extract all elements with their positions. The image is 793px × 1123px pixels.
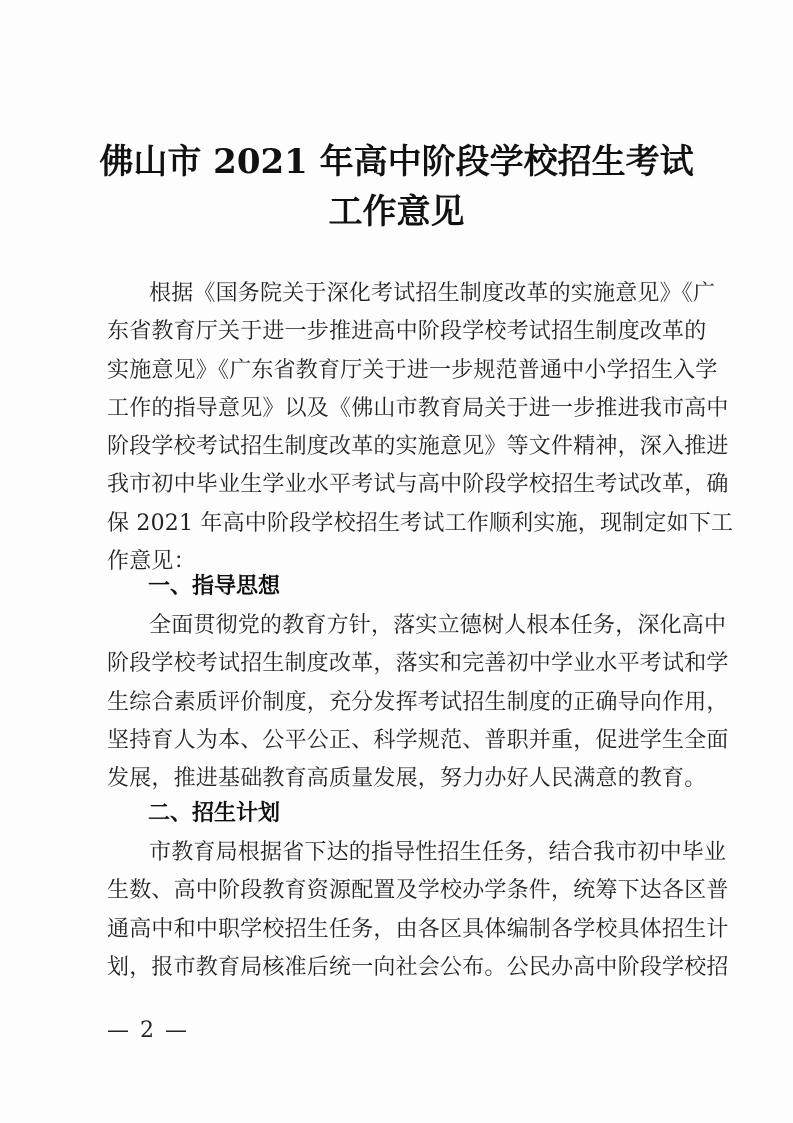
- section1-line: 生综合素质评价制度，充分发挥考试招生制度的正确导向作用，: [107, 689, 729, 715]
- section1-line: 发展，推进基础教育高质量发展，努力办好人民满意的教育。: [107, 766, 707, 792]
- section-heading-enrollment-plan: 二、招生计划: [148, 801, 281, 826]
- intro-line: 作意见：: [107, 549, 196, 575]
- section-heading-guiding-ideology: 一、指导思想: [148, 574, 281, 599]
- page-number: — 2 —: [107, 1018, 189, 1043]
- intro-line: 根据《国务院关于深化考试招生制度改革的实施意见》《广: [149, 281, 716, 306]
- document-title-line-1: 佛山市 2021 年高中阶段学校招生考试: [99, 142, 694, 182]
- intro-line: 阶段学校考试招生制度改革的实施意见》等文件精神，深入推进: [107, 434, 729, 460]
- intro-line: 保 2021 年高中阶段学校招生考试工作顺利实施，现制定如下工: [107, 510, 734, 536]
- document-title-line-2: 工作意见: [328, 192, 465, 232]
- intro-paragraph: [107, 275, 734, 581]
- section2-paragraph: [107, 834, 729, 987]
- section1-paragraph: [107, 607, 729, 798]
- section1-line: 坚持育人为本、公平公正、科学规范、普职并重，促进学生全面: [107, 727, 729, 753]
- section2-line: 市教育局根据省下达的指导性招生任务，结合我市初中毕业: [149, 840, 727, 865]
- intro-line: 实施意见》《广东省教育厅关于进一步规范普通中小学招生入学: [107, 357, 718, 383]
- section2-line: 生数、高中阶段教育资源配置及学校办学条件，统筹下达各区普: [107, 878, 729, 904]
- section2-line: 通高中和中职学校招生任务，由各区具体编制各学校具体招生计: [107, 916, 729, 942]
- section1-line: 全面贯彻党的教育方针，落实立德树人根本任务，深化高中: [149, 613, 727, 638]
- intro-line: 我市初中毕业生学业水平考试与高中阶段学校招生考试改革，确: [107, 472, 729, 498]
- section1-line: 阶段学校考试招生制度改革，落实和完善初中学业水平考试和学: [107, 651, 729, 677]
- intro-line: 工作的指导意见》以及《佛山市教育局关于进一步推进我市高中: [107, 395, 729, 421]
- section2-line: 划，报市教育局核准后统一向社会公布。公民办高中阶段学校招: [107, 954, 729, 980]
- intro-line: 东省教育厅关于进一步推进高中阶段学校考试招生制度改革的: [107, 319, 707, 345]
